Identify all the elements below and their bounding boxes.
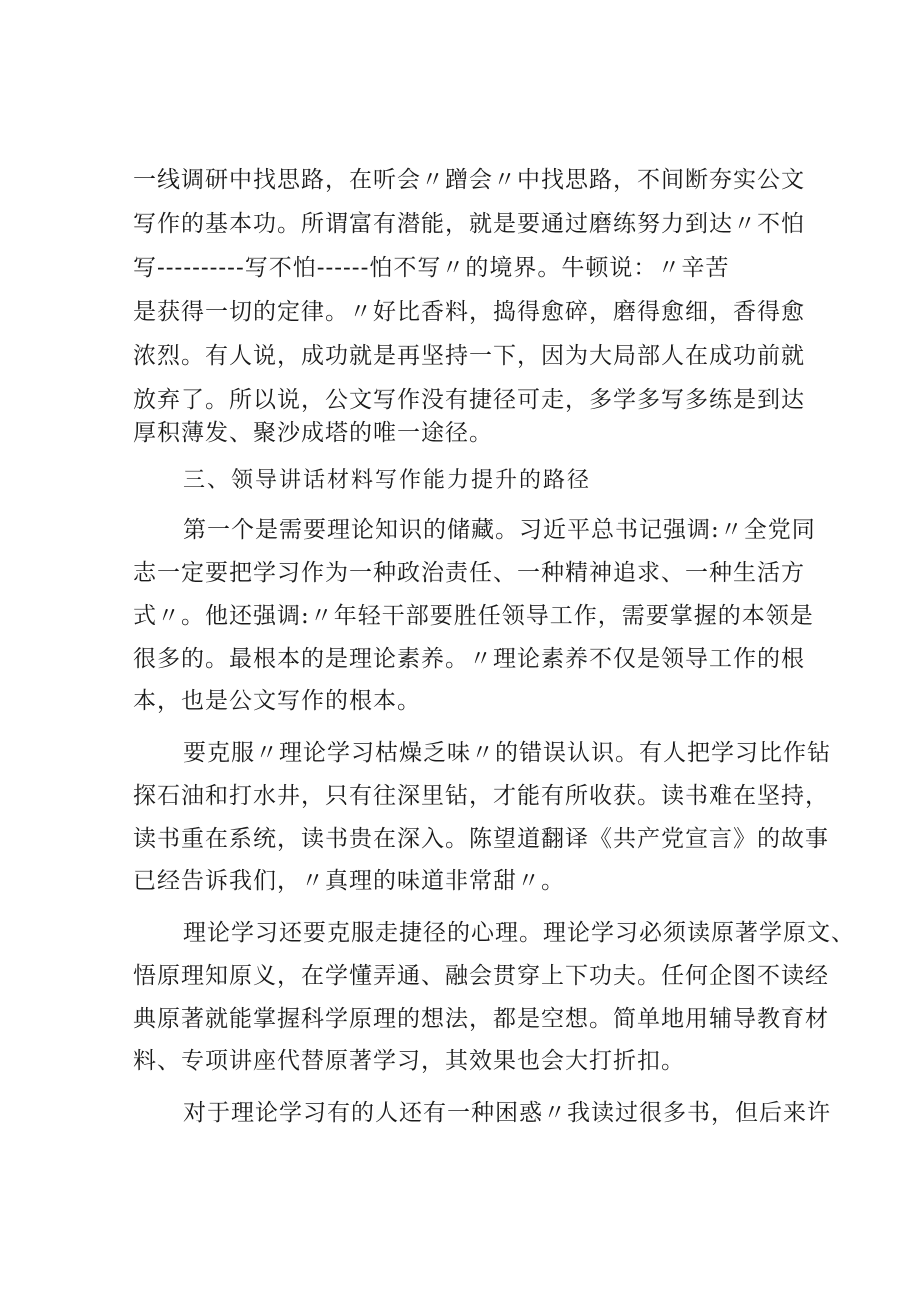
paragraph-line: 本，也是公文写作的根本。: [133, 688, 421, 714]
paragraph-line: 对于理论学习有的人还有一种困惑〃我读过很多书，但后来许: [183, 1100, 831, 1126]
paragraph-line: 已经告诉我们，〃真理的味道非常甜〃。: [133, 868, 565, 894]
paragraph-line: 写作的基本功。所谓富有潜能，就是要通过磨练努力到达〃不怕: [133, 211, 805, 237]
paragraph-line: 写----------写不怕------怕不写〃的境界。牛顿说：〃辛苦: [133, 255, 730, 281]
paragraph-line: 浓烈。有人说，成功就是再坚持一下，因为大局部人在成功前就: [133, 343, 805, 369]
paragraph-line: 理论学习还要克服走捷径的心理。理论学习必须读原著学原文、: [183, 920, 855, 946]
paragraph-line: 要克服〃理论学习枯燥乏味〃的错误认识。有人把学习比作钻: [183, 740, 831, 766]
paragraph-line: 厚积薄发、聚沙成塔的唯一途径。: [133, 420, 493, 446]
paragraph-line: 料、专项讲座代替原著学习，其效果也会大打折扣。: [133, 1048, 685, 1074]
paragraph-line: 读书重在系统，读书贵在深入。陈望道翻译《共产党宣言》的故事: [133, 826, 829, 852]
section-heading: 三、领导讲话材料写作能力提升的路径: [183, 468, 592, 493]
paragraph-line: 很多的。最根本的是理论素养。〃理论素养不仅是领导工作的根: [133, 646, 805, 672]
paragraph-line: 是获得一切的定律。〃好比香料，捣得愈碎，磨得愈细，香得愈: [133, 299, 805, 325]
paragraph-line: 探石油和打水井，只有往深里钻，才能有所收获。读书难在坚持，: [133, 783, 829, 809]
paragraph-line: 放弃了。所以说，公文写作没有捷径可走，多学多写多练是到达: [133, 387, 805, 413]
paragraph-line: 式〃。他还强调:〃年轻干部要胜任领导工作，需要掌握的本领是: [133, 603, 814, 629]
paragraph-line: 悟原理知原义，在学懂弄通、融会贯穿上下功夫。任何企图不读经: [133, 963, 829, 989]
paragraph-line: 第一个是需要理论知识的储藏。习近平总书记强调:〃全党同: [183, 517, 816, 543]
paragraph-line: 典原著就能掌握科学原理的想法，都是空想。简单地用辅导教育材: [133, 1006, 829, 1032]
paragraph-line: 一线调研中找思路，在听会〃蹭会〃中找思路，不间断夯实公文: [133, 167, 805, 193]
paragraph-line: 志一定要把学习作为一种政治责任、一种精神追求、一种生活方: [133, 560, 805, 586]
